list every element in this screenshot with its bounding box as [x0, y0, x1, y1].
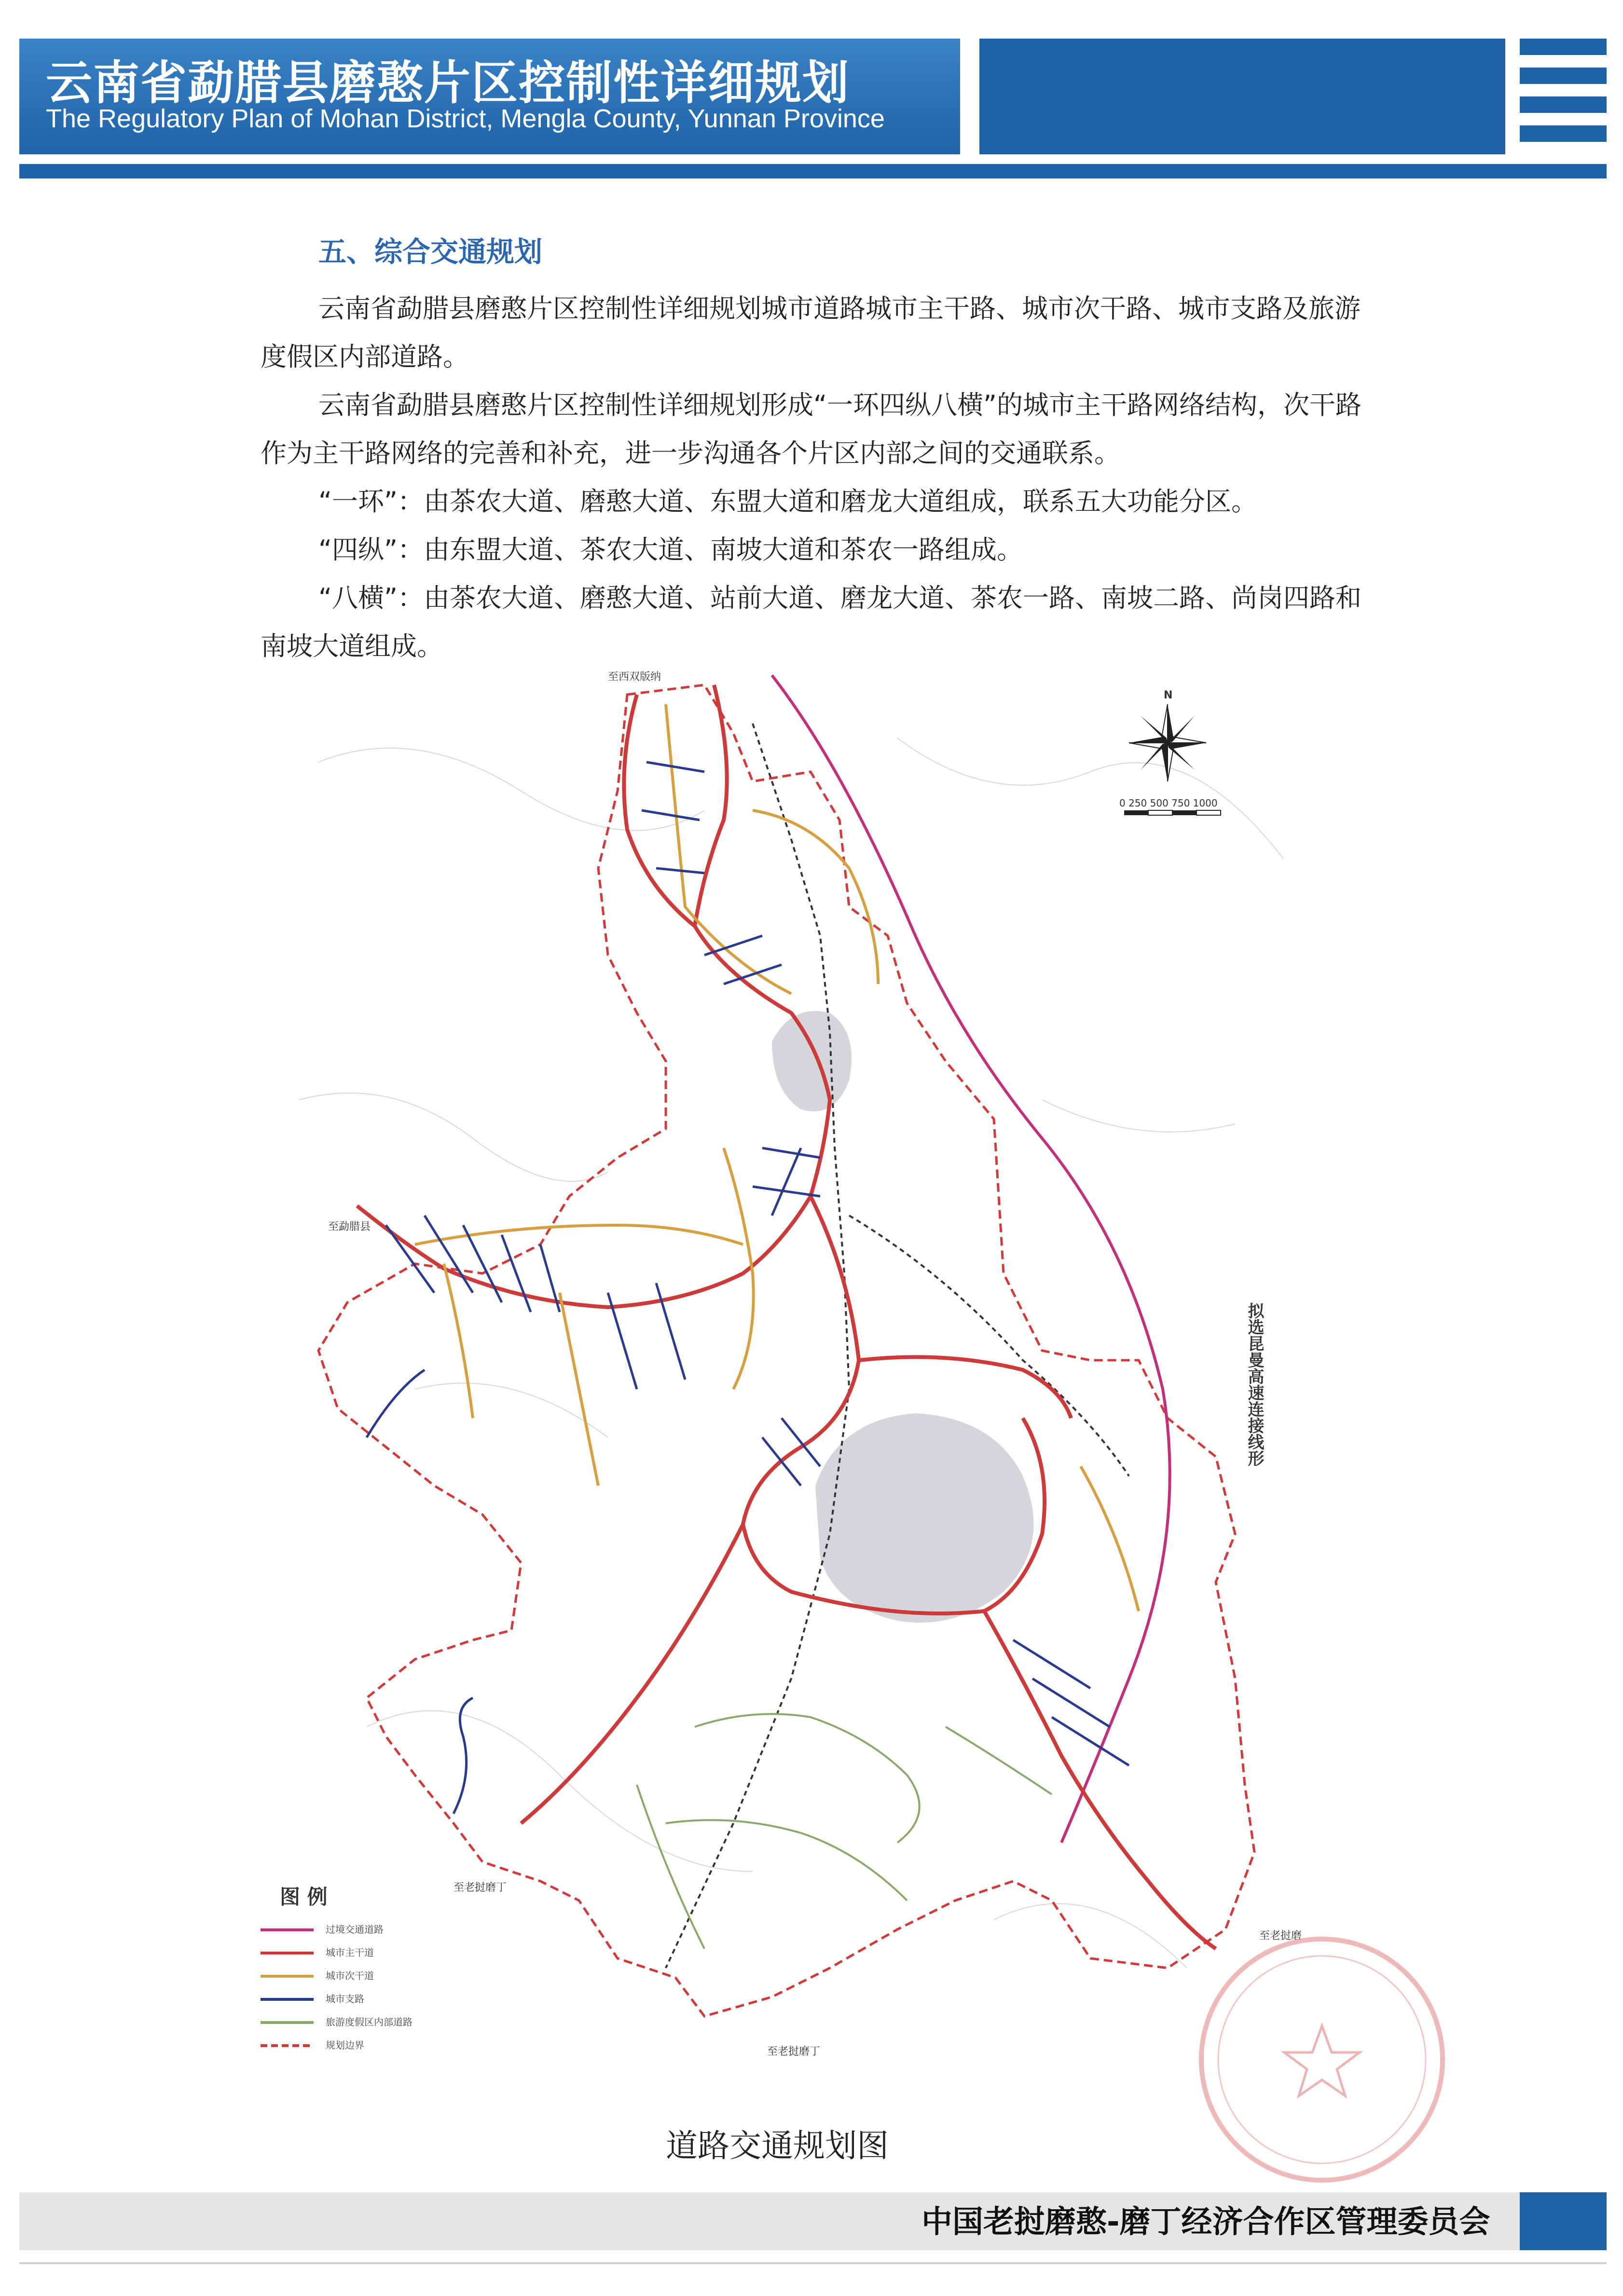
document-title: 云南省勐腊县磨憨片区控制性详细规划 [46, 56, 850, 110]
label-west: 至勐腊县 [328, 1221, 371, 1233]
label-north: 至西双版纳 [608, 671, 661, 683]
legend-swatch [261, 1952, 314, 1954]
label-south: 至老挝磨丁 [767, 2046, 821, 2058]
railway [666, 724, 849, 1968]
legend-swatch [261, 2021, 314, 2024]
terrain-contours [299, 738, 1283, 1968]
banner-stripe [1520, 68, 1607, 84]
banner-right-panel [979, 39, 1505, 154]
hill-south [815, 1413, 1034, 1623]
legend-label: 规划边界 [326, 2039, 364, 2051]
paragraph: “四纵”：由东盟大道、茶农大道、南坡大道和茶农一路组成。 [318, 534, 1023, 565]
planning-boundary [318, 685, 1254, 2016]
label-southwest: 至老挝磨丁 [454, 1882, 507, 1894]
svg-text:N: N [1164, 689, 1173, 701]
document-subtitle: The Regulatory Plan of Mohan District, Mengla County, Yunnan Province [46, 104, 885, 133]
resort-roads [637, 1714, 1052, 1949]
footer-rule [19, 2262, 1607, 2264]
svg-text:拟选昆曼高速连接线形: 拟选昆曼高速连接线形 [1245, 1302, 1264, 1466]
paragraph: 云南省勐腊县磨憨片区控制性详细规划形成“一环四纵八横”的城市主干路网络结构，次干路作为主干路网络的完善和补充，进一步沟通各个片区内部之间的交通联系。 [261, 390, 1362, 468]
branch-roads [367, 762, 1129, 1814]
legend-label: 城市支路 [326, 1993, 364, 2005]
paragraph: “一环”：由茶农大道、磨憨大道、东盟大道和磨龙大道组成，联系五大功能分区。 [318, 486, 1257, 517]
legend-label: 城市主干道 [326, 1947, 374, 1958]
official-seal-icon [1192, 1929, 1452, 2190]
legend-title: 图 例 [280, 1885, 328, 1909]
main-roads [357, 685, 1216, 1949]
north-arrow-icon [1129, 689, 1206, 781]
legend-swatch [261, 1928, 314, 1931]
footer-organization: 中国老挝磨憨-磨丁经济合作区管理委员会 [922, 2204, 1490, 2240]
legend-label: 旅游度假区内部道路 [326, 2016, 413, 2028]
paragraph: 云南省勐腊县磨憨片区控制性详细规划城市道路城市主干路、城市次干路、城市支路及旅游度假区内部道路。 [261, 293, 1361, 372]
paragraph: “八横”：由茶农大道、磨憨大道、站前大道、磨龙大道、茶农一路、南坡二路、尚岗四路和南坡大道组成。 [261, 583, 1362, 661]
banner-stripe [1520, 96, 1607, 113]
footer-accent [1520, 2192, 1607, 2250]
map-legend [246, 1881, 439, 2074]
scale-bar [1119, 797, 1221, 815]
hill-north [772, 1011, 852, 1111]
header-banner [0, 0, 1623, 183]
legend-swatch [261, 1998, 314, 2001]
banner-stripe [1520, 125, 1607, 142]
legend-label: 过境交通道路 [326, 1924, 384, 1935]
banner-stripe [1520, 39, 1607, 55]
legend-swatch [261, 2044, 314, 2047]
legend-label: 城市次干道 [326, 1970, 374, 1982]
secondary-roads [415, 704, 1139, 1611]
expressway-label [1245, 1302, 1264, 1466]
label-southeast: 至老挝磨 [1259, 1930, 1302, 1942]
banner-underline [19, 164, 1607, 178]
map-caption: 道路交通规划图 [666, 2127, 889, 2164]
svg-text:0 250 500 750 1000: 0 250 500 750 1000 [1119, 797, 1218, 809]
section-heading: 五、综合交通规划 [318, 235, 543, 268]
legend-swatch [261, 1975, 314, 1978]
